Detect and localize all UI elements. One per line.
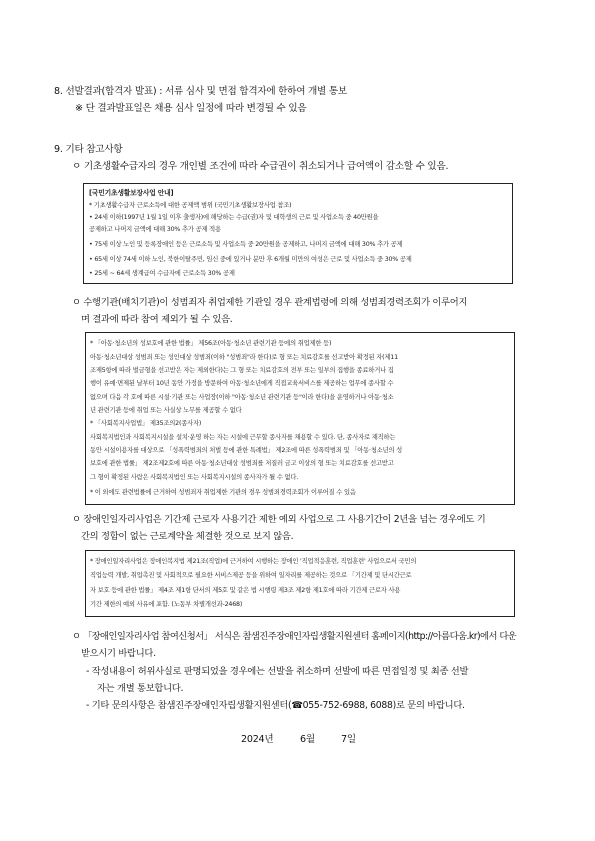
info-box-title: [국민기초생활보장사업 안내] [89,189,174,197]
info-box-sex-offense-law [85,332,515,505]
info-box-disability-job-law [85,550,515,617]
info-line: • 25세 ~ 64세 생계급여 수급자에 근로소득 30% 공제 [89,270,235,277]
info-line: • 24세 이하(1997년 1월 1일 이후 출생자)에 해당하는 수급(권)자 및 대학생의 근로 및 사업소득 중 40만원을 [89,214,379,221]
info-line: 그 형이 확정된 사람은 사회복지법인 또는 사회복지시설의 종사자가 될 수 없다. [90,474,299,481]
info-line: * 「아동·청소년의 성보호에 관한 법률」 제56조(아동·청소년 관련기관 등에의 취업제한 등) [90,340,332,347]
section-9-title: 9. 기타 참고사항 [54,144,123,155]
note-item-application-form: ㅇ 「장애인일자리사업 참여신청서」 서식은 참샘진주장애인자립생활지원센터 홈페이지(http://아름다움.kr)에서 다운 [72,631,517,642]
info-line: 기간 제한의 예외 사유에 포함. (노동부 차별개선과-2468) [90,601,243,608]
note-item-sex-offense-check-cont: 며 결과에 따라 참여 제외가 될 수 있음. [81,314,233,325]
note-item-application-form-cont: 받으시기 바랍니다. [81,648,156,659]
note-item-basic-livelihood: ㅇ 기초생활수급자의 경우 개인별 조건에 따라 수급권이 취소되거나 급여액이 감소할 수 있음. [72,161,449,172]
info-line: 자 보호 등에 관한 법률」 제4조 제1항 단서의 제5호 및 같은 법 시행령 제3조 제2항 제1호에 따라 기간제 근로자 사용 [90,587,401,594]
info-line: 사회복지법인과 사회복지시설을 설치·운영 하는 자는 시설에 근무할 종사자를 채용할 수 있다. 단, 종사자로 재직하는 [90,434,396,441]
info-box-basic-livelihood [83,183,513,284]
info-line: • 75세 이상 노인 및 등록장애인 등은 근로소득 및 사업소득 중 20만원을 공제하고, 나머지 금액에 대해 30% 추가 공제 [89,241,403,248]
info-line: • 65세 이상 74세 이하 노인, 북한이탈주민, 임신 중에 있거나 분만 후 6개월 미만의 여성은 근로 및 사업소득 중 30% 공제 [89,256,412,263]
info-line: * 장애인일자리사업은 장애인복지법 제21조(직업)에 근거하여 시행하는 장애인 '직업적응훈련, 직업훈련' 사업으로서 국민의 [90,558,417,565]
info-line: * 기초생활수급자 근로소득에 대한 공제액 범위 (국민기초생활보장사업 참조) [89,202,292,209]
info-line: 행이 유예·면제된 날부터 10년 동안 가정을 방문하여 아동·청소년에게 직접교육서비스를 제공하는 업무에 종사할 수 [90,380,394,387]
sub-item-contact: - 기타 문의사항은 참샘진주장애인자립생활지원센터(☎055-752-6988, 6088)로 문의 바랍니다. [86,700,465,711]
date-year: 2024년 [241,734,274,745]
sub-item-false-info-cont: 자는 개별 통보합니다. [97,683,184,694]
info-line: 직업능력 개발, 취업촉진 및 사회적으로 필요한 서비스제공 등을 위하여 일자리를 제공하는 것으로 「기간제 및 단시간근로 [90,572,412,579]
info-line: 없으며 다음 각 호에 따른 시설·기관 또는 사업장(이하 "아동·청소년 관련기관 등"이라 한다)을 운영하거나 아동·청소 [90,394,394,401]
section-8-note: ※ 단 결과발표일은 채용 심사 일정에 따라 변경될 수 있음 [75,103,307,114]
sub-item-false-info: - 작성내용이 허위사실로 판명되었을 경우에는 선발을 취소하며 선발에 따른 면접일정 및 최종 선발 [86,666,469,677]
section-8-title: 8. 선발결과(합격자 발표) : 서류 심사 및 면접 합격자에 한하여 개별 통보 [54,86,347,97]
note-item-fixed-term-exception: ㅇ 장애인일자리사업은 기간제 근로자 사용기간 제한 예외 사업으로 그 사용기간이 2년을 넘는 경우에도 기 [72,514,486,525]
note-item-fixed-term-exception-cont: 간의 정함이 없는 근로계약을 체결한 것으로 보지 않음. [81,531,294,542]
info-line: * 「사회복지사업법」 제35조의2(종사자) [90,420,202,427]
info-line: 공제하고 나머지 금액에 대해 30% 추가 공제 적용 [89,226,221,233]
info-line: 조제5항에 따라 벌금형을 선고받은 자는 제외한다)는 그 형 또는 치료감호의 전부 또는 일부의 집행을 종료하거나 집 [90,367,394,374]
date-month: 6월 [300,734,315,745]
info-line: 아동·청소년대상 성범죄 또는 성인대상 성범죄(이하 "성범죄"라 한다)로 형 또는 치료감호를 선고받아 확정된 자(제11 [90,354,398,361]
note-item-sex-offense-check: ㅇ 수행기관(배치기관)이 성범죄자 취업제한 기관일 경우 관계법령에 의해 성범죄경력조회가 이루어지 [72,297,468,308]
date-day: 7일 [341,734,356,745]
info-line: * 이 외에도 관련법률에 근거하여 성범죄자 취업제한 기관의 경우 성범죄경력조회가 이루어질 수 있음 [90,489,356,496]
info-line: 동안 시설이용자를 대상으로 「성폭력범죄의 처벌 등에 관한 특례법」 제2조에 따른 성폭력범죄 및 「아동·청소년의 성 [90,447,403,454]
info-line: 년 관련기관 등에 취업 또는 사실상 노무를 제공할 수 없다 [90,407,242,414]
info-line: 보호에 관한 법률」 제2조제2호에 따른 아동·청소년대상 성범죄를 저질러 금고 이상의 형 또는 치료감호를 선고받고 [90,460,394,467]
